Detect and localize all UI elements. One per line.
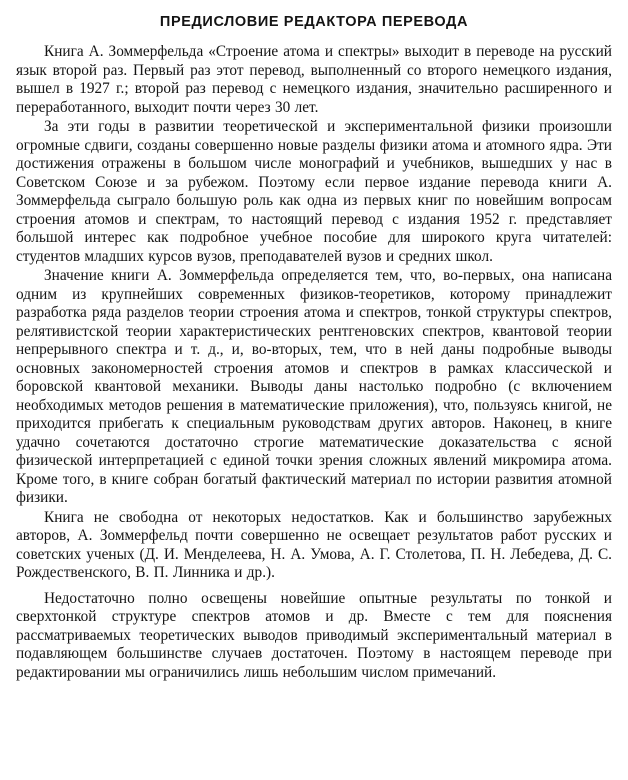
page-title: ПРЕДИСЛОВИЕ РЕДАКТОРА ПЕРЕВОДА — [159, 14, 469, 30]
body-text — [16, 43, 612, 682]
paragraph-1: Книга А. Зоммерфельда «Строение атома и спектры» выходит в переводе на русский язык второй раз. Первый раз этот перевод, выполненный со второго немецкого издания, вышел в 1927 г.; второй раз перевод с немецкого издания, значительно расширенного и переработанного, выходит почти через 30 лет. — [16, 43, 612, 116]
paragraph-3: Значение книги А. Зоммерфельда определяется тем, что, во-первых, она написана одним из крупнейших современных физиков-теоретиков, которому принадлежит разработка ряда разделов теории строения атома и спектров, тонкой структуры спектров, релятивистской теории характеристических рентгеновских спектров, квантовой теории непрерывного спектра и т. д., и, во-вторых, тем, что в ней даны подробные выводы основных закономерностей строения атомов и спектров в рамках классической и боровской квантовой механики. Выводы даны настолько подробно (с включением необходимых методов решения в математические приложения), что, пользуясь книгой, не приходится прибегать к специальным руководствам других авторов. Наконец, в книге удачно сочетаются достаточно строгие математические доказательства с ясной физической интерпретацией с единой точки зрения сложных явлений микромира атома. Кроме того, в книге собран богатый фактический материал по истории развития атомной физики. — [16, 267, 612, 506]
paragraph-2: За эти годы в развитии теоретической и экспериментальной физики произошли огромные сдвиги, созданы совершенно новые разделы физики атома и атомного ядра. Эти достижения отражены в большом числе монографий и учебников, вышедших у нас в Советском Союзе и за рубежом. Поэтому если первое издание перевода книги А. Зоммерфельда сыграло большую роль как одна из первых книг по новейшим вопросам строения атомов и спектрам, то настоящий перевод с издания 1952 г. представляет большой интерес как подробное учебное пособие для широкого круга читателей: студентов младших курсов вузов, преподавателей вузов и средних школ. — [16, 118, 612, 265]
paragraph-5: Недостаточно полно освещены новейшие опытные результаты по тонкой и сверхтонкой структуре спектров атомов и др. Вместе с тем для пояснения рассматриваемых теоретических выводов приводимый экспериментальный материал в подавляющем большинстве случаев достаточен. Поэтому в настоящем переводе при редактировании мы ограничились лишь небольшим числом примечаний. — [16, 589, 612, 681]
paragraph-4: Книга не свободна от некоторых недостатков. Как и большинство зарубежных авторов, А. Зоммерфельд почти совершенно не освещает результатов работ русских и советских ученых (Д. И. Менделеева, Н. А. Умова, А. Г. Столетова, П. Н. Лебедева, Д. С. Рождественского, В. П. Линника и др.). — [16, 508, 612, 581]
